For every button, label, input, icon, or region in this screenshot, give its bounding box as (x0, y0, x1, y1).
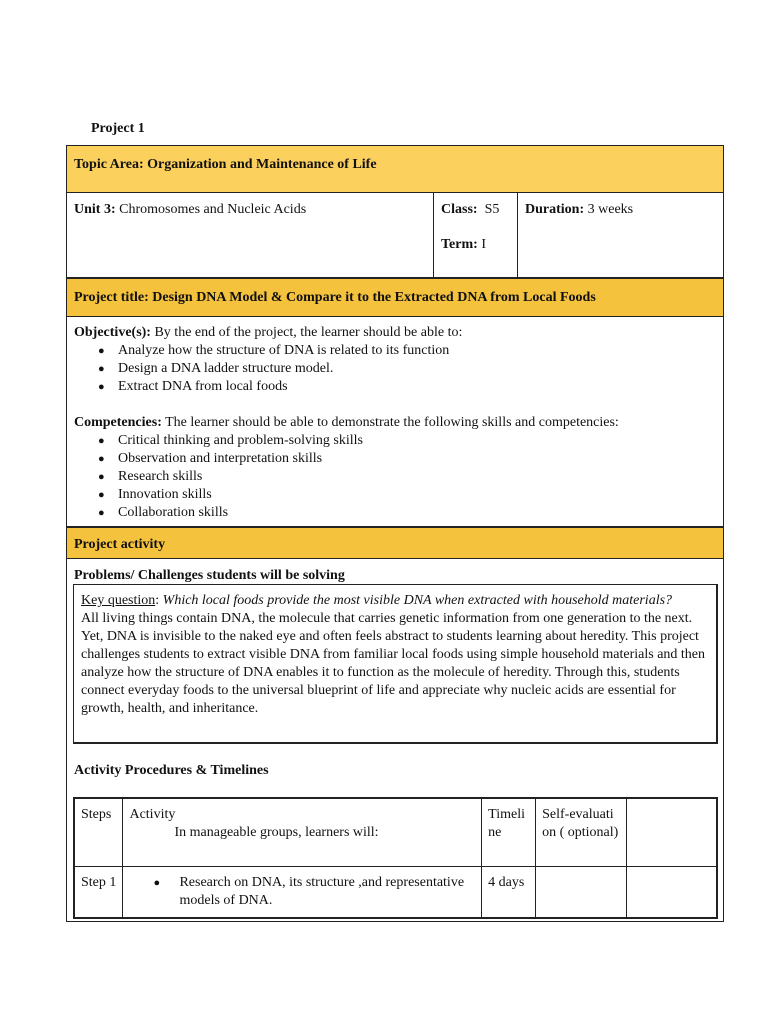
competency-item: ● Innovation skills (104, 486, 716, 504)
term-value: I (481, 237, 486, 252)
header-steps: Steps (74, 798, 123, 866)
header-extra (626, 798, 717, 866)
duration-label: Duration: (525, 202, 585, 217)
key-question-body: All living things contain DNA, the molecule that carries genetic information from one generation to the next. Yet, DNA is invisible to the naked eye and often feels abstract to students learning about heredity. This project challenges students to extract visible DNA from familiar local foods using simple household materials and then analyze how the structure of DNA enables it to function as the molecule of heredity. Through this, students connect everyday foods to the universal blueprint of life and appreciate why nucleic acids are essential for growth, health, and inheritance. (81, 611, 706, 716)
row-activity (123, 866, 482, 918)
project-label: Project 1 (91, 121, 145, 136)
problems-heading: Problems/ Challenges students will be solving (74, 568, 345, 583)
project-table (66, 145, 724, 922)
key-question-label: Key question (81, 593, 156, 608)
header-self-evaluation: Self-evaluati on ( optional) (536, 798, 627, 866)
unit-cell (67, 193, 433, 278)
table-header-row (74, 798, 717, 866)
procedures-heading: Activity Procedures & Timelines (74, 763, 269, 778)
unit-label: Unit 3: (74, 202, 116, 217)
competency-item: ● Observation and interpretation skills (104, 450, 716, 468)
term-label: Term: (441, 237, 478, 252)
project-activity-row (67, 526, 723, 559)
row-step: Step 1 (74, 866, 123, 918)
unit-value: Chromosomes and Nucleic Acids (119, 202, 307, 217)
competency-item: ● Collaboration skills (104, 504, 716, 522)
duration-value: 3 weeks (587, 202, 634, 217)
objective-item: ● Extract DNA from local foods (104, 378, 716, 396)
objectives-row (67, 316, 723, 527)
topic-area-row (67, 146, 723, 192)
topic-area: Topic Area: Organization and Maintenance of Life (74, 157, 377, 172)
unit-row (67, 192, 723, 278)
competency-item: ● Critical thinking and problem-solving skills (104, 432, 716, 450)
header-activity-sub: In manageable groups, learners will: (174, 825, 379, 840)
class-value: S5 (484, 202, 500, 217)
row-activity-item: ● Research on DNA, its structure ,and representative models of DNA. (159, 874, 475, 910)
class-term-cell (433, 193, 517, 278)
key-question-text: Which local foods provide the most visible DNA when extracted with household materials? (162, 593, 673, 608)
objectives-list (74, 342, 716, 396)
row-timeline: 4 days (482, 866, 536, 918)
objective-item: ● Analyze how the structure of DNA is related to its function (104, 342, 716, 360)
project-title-row (67, 277, 723, 316)
competencies-intro: The learner should be able to demonstrate the following skills and competencies: (165, 415, 619, 430)
header-activity (123, 798, 482, 866)
activity-body (67, 558, 723, 921)
duration-cell (517, 193, 723, 278)
objectives-intro: By the end of the project, the learner should be able to: (154, 325, 463, 340)
project-title: Project title: Design DNA Model & Compare it to the Extracted DNA from Local Foods (74, 290, 596, 305)
class-label: Class: (441, 202, 478, 217)
competency-item: ● Research skills (104, 468, 716, 486)
competencies-list (74, 432, 716, 522)
table-row (74, 866, 717, 918)
objective-item: ● Design a DNA ladder structure model. (104, 360, 716, 378)
project-activity-heading: Project activity (74, 537, 166, 552)
competencies-label: Competencies: (74, 415, 162, 430)
key-question-colon: : (155, 593, 160, 608)
header-activity-label: Activity (129, 807, 176, 822)
steps-table (73, 797, 718, 919)
key-question-box (73, 584, 718, 744)
row-self-evaluation (536, 866, 627, 918)
row-extra (626, 866, 717, 918)
header-timeline: Timeli ne (482, 798, 536, 866)
objectives-label: Objective(s): (74, 325, 151, 340)
